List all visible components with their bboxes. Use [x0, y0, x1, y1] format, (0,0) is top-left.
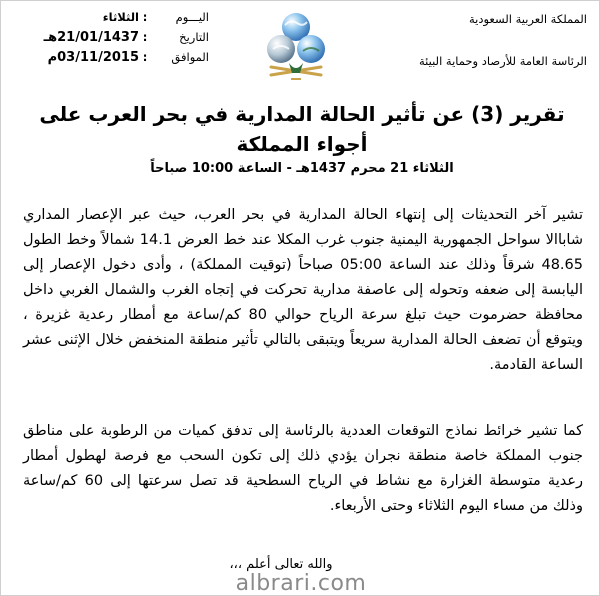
gregorian-date-row: [9, 47, 209, 67]
meteorology-emblem-icon: [261, 9, 331, 87]
report-dateline: الثلاثاء 21 محرم 1437هـ - الساعة 10:00 صباحاً: [150, 161, 454, 176]
org-authority: الرئاسة العامة للأرصاد وحماية البيئة: [418, 53, 587, 68]
day-value: الثلاثاء: [102, 10, 139, 24]
corresponding-label: الموافق: [171, 50, 209, 64]
gregorian-date-value: 03/11/2015م: [47, 49, 139, 65]
report-paragraph-1: تشير آخر التحديثات إلى إنتهاء الحالة المدارية في بحر العرب، حيث عبر الإعصار المداري شاباالا سواحل الجمهورية اليمنية جنوب غرب المكلا عند خط العرض 14.1 شمالاً وخط الطول 48.65 شرقاً وذلك عند الساعة 05:00 صباحاً (توقيت المملكة) ، وأدى دخول الإعصار إلى اليابسة إلى ضعفه وتحوله إلى عاصفة مدارية تحركت في إتجاه الغرب والشمال الغربي داخل محافظة حضرموت حيث تبلغ سرعة الرياح حوالي 80 كم/ساعة مع أمطار رعدية غزيرة ، ويتوقع أن تضعف الحالة المدارية سريعاً ويتبقى بالتالي تأثير منطقة المنخفض خلال الإثنى عشر الساعة القادمة.: [23, 207, 583, 373]
date-separator: :: [142, 30, 148, 44]
report-paragraph-2: كما تشير خرائط نماذج التوقعات العددية بالرئاسة إلى تدفق كميات من الرطوبة على مناطق جنوب المملكة خاصة منطقة نجران يؤدي ذلك إلى تكون السحب مع فرصة لهطول أمطار رعدية متوسطة الغزارة مع نشاط في الرياح السطحية قد تصل سرعتها إلى 60 كم/ساعة وذلك من مساء اليوم الثلاثاء وحتى الأربعاء.: [23, 423, 583, 514]
corresponding-separator: :: [142, 50, 148, 64]
day-row: [9, 7, 209, 27]
date-block: [9, 7, 209, 67]
date-label: التاريخ: [179, 30, 209, 44]
site-watermark: albrari.com: [235, 571, 367, 596]
letterhead: [1, 1, 600, 97]
report-title: تقرير (3) عن تأثير الحالة المدارية في بحر العرب على أجواء المملكة: [39, 102, 565, 156]
organization-block: [367, 9, 587, 73]
closing-line: والله تعالى أعلم ،،،: [229, 557, 333, 572]
day-label: اليـــوم: [175, 10, 209, 24]
org-country: المملكة العربية السعودية: [469, 12, 587, 26]
hijri-date-row: [9, 27, 209, 47]
day-separator: :: [142, 10, 148, 24]
hijri-date-value: 21/01/1437هـ: [43, 29, 139, 45]
